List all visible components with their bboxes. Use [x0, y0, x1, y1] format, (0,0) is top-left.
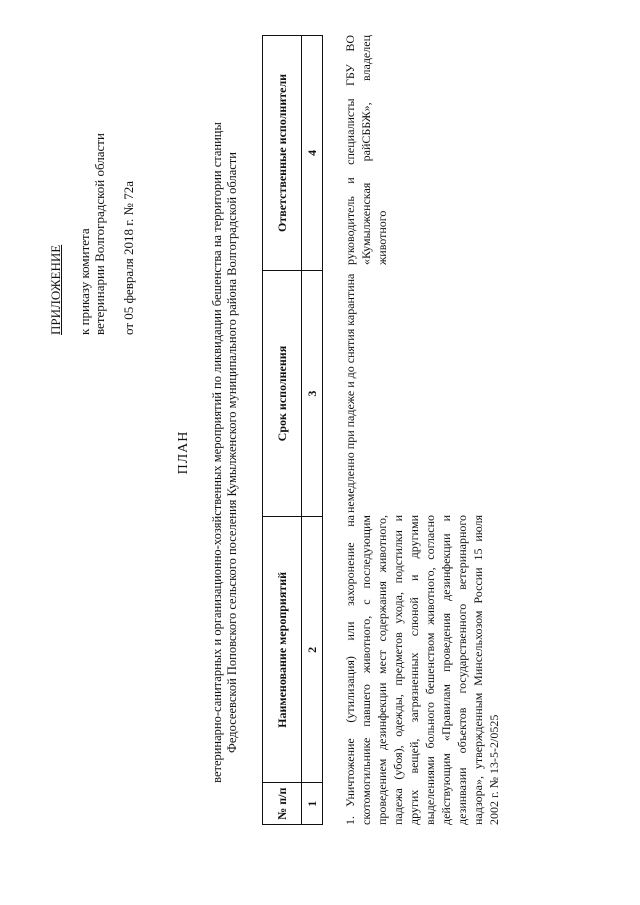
- order-date: от 05 февраля 2018 г. № 72а: [121, 181, 136, 335]
- table-header-row: [263, 36, 302, 825]
- column-number-1: 1: [302, 783, 323, 825]
- plan-subtitle-line-2: Федосеевской Поповского сельского поселения Кумылженского муниципального района Волгоградской области: [225, 152, 239, 753]
- row-responsible: руководитель и специалисты ГБУ ВО «Кумылженская райСББЖ», владелец животного: [343, 35, 389, 265]
- header-deadline: Срок исполнения: [263, 270, 302, 516]
- row-deadline: немедленно при падеже и до снятия карантина: [343, 273, 357, 513]
- row-action-text: Уничтожение (утилизация) или захоронение на скотомогильнике павшего животного, с последующим проведением дезинфекции мест содержания животного, падежа (убоя), одежды, предметов ухода, подстилки и других вещей, загрязненных слюной и другими выделениями больного бешенством животного, согласно действующим «Правилам проведения дезинфекции и дезинвазии объектов государственного ветеринарного надзора», утвержденным Минсельхозом России 15 июля 2002 г. № 13-5-2/0525: [343, 515, 501, 825]
- column-number-4: 4: [302, 36, 323, 271]
- plan-subtitle-line-1: ветеринарно-санитарных и организационно-хозяйственных мероприятий по ликвидации бешенства на территории станицы: [210, 122, 224, 783]
- plan-table: [262, 35, 323, 825]
- header-action: Наименование мероприятий: [263, 517, 302, 783]
- header-responsible: Ответственные исполнители: [263, 36, 302, 271]
- appendix-title: ПРИЛОЖЕНИЕ: [48, 244, 63, 335]
- column-number-3: 3: [302, 270, 323, 516]
- row-index: 1.: [343, 816, 357, 825]
- appendix-block: [48, 35, 136, 335]
- row-action-cell: [342, 515, 502, 825]
- table-column-numbers-row: [302, 36, 323, 825]
- order-line-1: к приказу комитета: [77, 228, 92, 335]
- plan-title: ПЛАН: [176, 430, 191, 475]
- header-number: № п/п: [263, 783, 302, 825]
- column-number-2: 2: [302, 517, 323, 783]
- plan-subtitle: [210, 40, 240, 865]
- order-line-2: ветеринарии Волгоградской области: [92, 133, 107, 335]
